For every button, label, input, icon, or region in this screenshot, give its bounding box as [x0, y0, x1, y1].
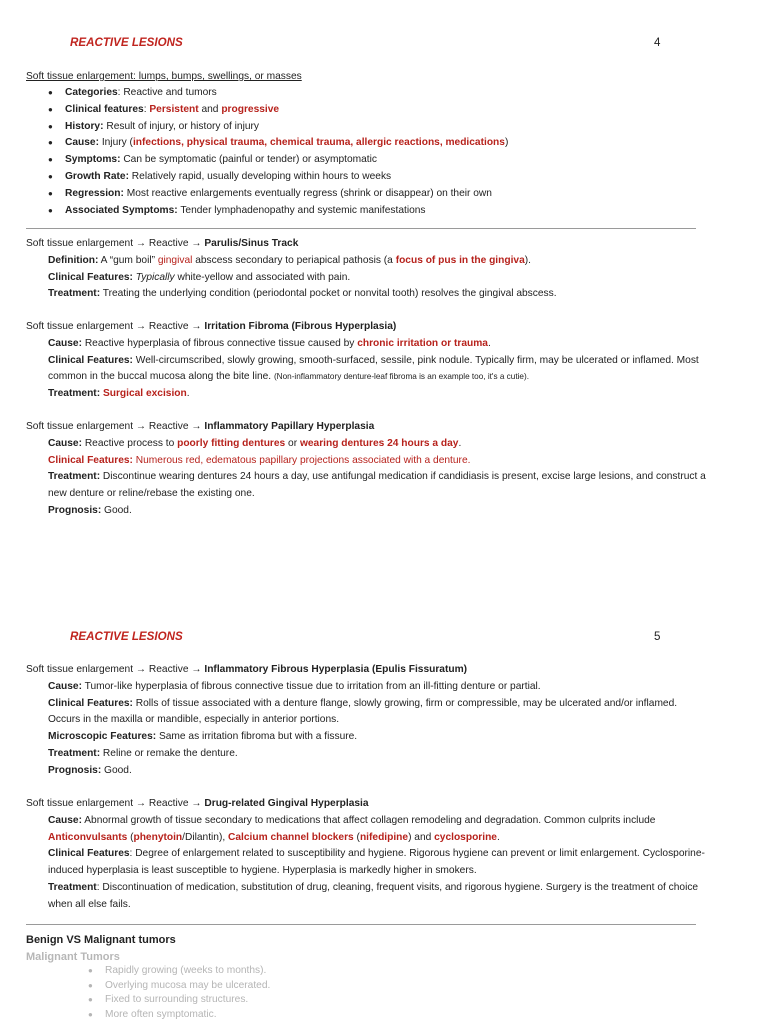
- list-item: ● Overlying mucosa may be ulcerated.: [88, 979, 270, 994]
- list-item: ● Symptoms: Can be symptomatic (painful or tender) or asymptomatic: [48, 152, 508, 169]
- microscopic-features-line: Microscopic Features: Same as irritation fibroma but with a fissure.: [48, 731, 358, 743]
- malignant-tumors-heading: Malignant Tumors: [26, 951, 120, 963]
- cause-line: Cause: Tumor-like hyperplasia of fibrous connective tissue due to irritation from an ill-fitting denture or partial.: [48, 680, 541, 692]
- treatment-line: Treatment: Surgical excision.: [48, 388, 190, 400]
- list-item: ● Growth Rate: Relatively rapid, usually developing within hours to weeks: [48, 169, 508, 186]
- clinical-features-line: Clinical Features: Typically white-yellow and associated with pain.: [48, 271, 351, 283]
- section-divider: [26, 924, 696, 925]
- section-parulis: [26, 236, 706, 303]
- section-path: Soft tissue enlargement → Reactive → Parulis/Sinus Track: [26, 238, 299, 249]
- treatment-line: Treatment: Treating the underlying condition (periodontal pocket or nonvital tooth) resolves the gingival abscess.: [48, 288, 557, 300]
- section-path: Soft tissue enlargement → Reactive → Irritation Fibroma (Fibrous Hyperplasia): [26, 321, 397, 332]
- list-item: ● Clinical features: Persistent and progressive: [48, 102, 508, 119]
- treatment-line: Treatment: Discontinue wearing dentures 24 hours a day, use antifungal medication if candidiasis is present, excise large lesions, and construct a new denture or reline/rebase the existing one.: [48, 471, 706, 500]
- prognosis-line: Prognosis: Good.: [48, 504, 132, 516]
- list-item: ● History: Result of injury, or history of injury: [48, 119, 508, 136]
- list-item: ● Rapidly growing (weeks to months).: [88, 964, 270, 979]
- page-number: 5: [654, 630, 661, 643]
- prognosis-line: Prognosis: Good.: [48, 764, 132, 776]
- list-item: ● Categories: Reactive and tumors: [48, 85, 508, 102]
- clinical-features-line: Clinical Features: Rolls of tissue associated with a denture flange, slowly growing, firm or compressible, may be ulcerated and/or inflamed. Occurs in the maxilla or mandible, especially in anterior portions.: [48, 697, 678, 726]
- section-irritation-fibroma: [26, 319, 706, 403]
- section-drug-gingival-hyperplasia: [26, 796, 706, 914]
- definition-line: Definition: A “gum boil” gingival abscess secondary to periapical pathosis (a focus of pus in the gingiva).: [48, 254, 531, 266]
- page-header-title: REACTIVE LESIONS: [70, 630, 183, 643]
- list-item: ● Associated Symptoms: Tender lymphadenopathy and systemic manifestations: [48, 203, 508, 220]
- malignant-features-list: [88, 964, 270, 1022]
- section-path: Soft tissue enlargement → Reactive → Drug-related Gingival Hyperplasia: [26, 798, 369, 809]
- clinical-features-line: Clinical Features: Well-circumscribed, slowly growing, smooth-surfaced, sessile, pink nodule. Typically firm, may be ulcerated or inflamed. Most common in the buccal mucosa along the bite line. (Non-inflammatory denture-leaf fibroma is an example too, it's a cutie).: [48, 354, 699, 383]
- treatment-line: Treatment: Discontinuation of medication, substitution of drug, cleaning, frequent visits, and rigorous hygiene. Surgery is the treatment of choice when all else fails.: [48, 881, 699, 910]
- cause-line: Cause: Abnormal growth of tissue secondary to medications that affect collagen remodeling and degradation. Common culprits include Anticonvulsants (phenytoin/Dilantin), Calcium channel blockers (nifedipine) and cyclosporine.: [48, 814, 656, 843]
- cause-line: Cause: Reactive process to poorly fitting dentures or wearing dentures 24 hours a day.: [48, 437, 462, 449]
- cause-line: Cause: Reactive hyperplasia of fibrous connective tissue caused by chronic irritation or trauma.: [48, 337, 491, 349]
- section-epulis-fissuratum: [26, 662, 706, 780]
- clinical-features-line: Clinical Features: Degree of enlargement related to susceptibility and hygiene. Rigorous hygiene can prevent or limit enlargement. Cyclosporine-induced hyperplasia is least susceptible to hygiene. Hyperplasia is markedly higher in smokers.: [48, 848, 705, 877]
- list-item: ● Fixed to surrounding structures.: [88, 993, 270, 1008]
- section-divider: [26, 228, 696, 229]
- list-item: ● More often symptomatic.: [88, 1008, 270, 1023]
- clinical-features-line: Clinical Features: Numerous red, edematous papillary projections associated with a denture.: [48, 454, 471, 466]
- section-path: Soft tissue enlargement → Reactive → Inflammatory Fibrous Hyperplasia (Epulis Fissuratum): [26, 664, 468, 675]
- benign-vs-malignant-heading: Benign VS Malignant tumors: [26, 934, 176, 946]
- intro-heading: Soft tissue enlargement: lumps, bumps, swellings, or masses: [26, 71, 302, 82]
- page-number: 4: [654, 36, 661, 49]
- list-item: ● Regression: Most reactive enlargements eventually regress (shrink or disappear) on their own: [48, 186, 508, 203]
- page-header-title: REACTIVE LESIONS: [70, 36, 183, 49]
- section-path: Soft tissue enlargement → Reactive → Inflammatory Papillary Hyperplasia: [26, 421, 375, 432]
- section-papillary-hyperplasia: [26, 419, 706, 520]
- treatment-line: Treatment: Reline or remake the denture.: [48, 747, 238, 759]
- overview-bullet-list: [48, 85, 508, 219]
- list-item: ● Cause: Injury (infections, physical trauma, chemical trauma, allergic reactions, medications): [48, 135, 508, 152]
